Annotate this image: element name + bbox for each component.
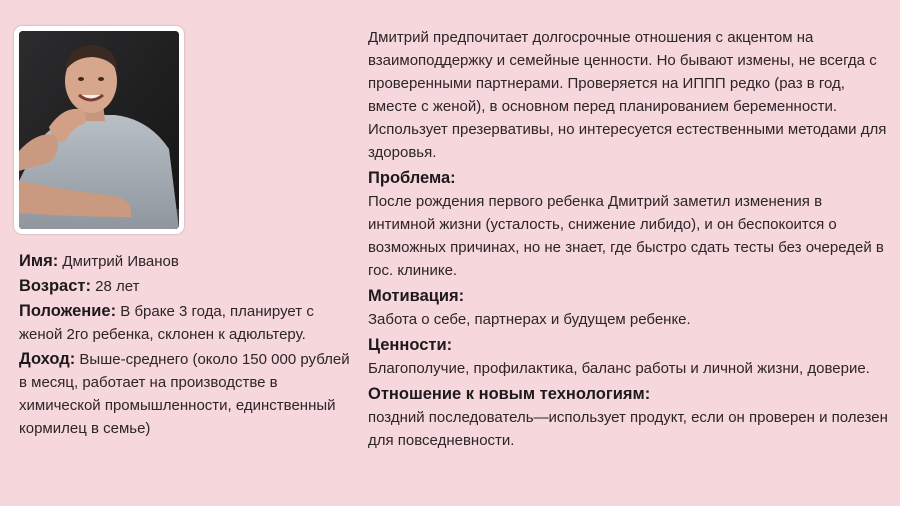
values-text: Благополучие, профилактика, баланс работы и личной жизни, доверие.	[368, 360, 870, 377]
person-photo-icon	[19, 31, 179, 229]
profile-photo-frame	[14, 26, 184, 234]
name-label: Имя:	[19, 252, 59, 270]
income-value: Выше-среднего (около 150 000 рублей в месяц, работает на производстве в химической промышленности, единственный кормилец в семье)	[19, 351, 350, 437]
status-label: Положение:	[19, 302, 117, 320]
income-row	[19, 348, 359, 440]
age-value: 28 лет	[95, 278, 140, 295]
persona-details	[368, 26, 888, 452]
tech-text: поздний последователь—использует продукт, если он проверен и полезен для повседневности.	[368, 409, 888, 449]
problem-text: После рождения первого ребенка Дмитрий заметил изменения в интимной жизни (усталость, снижение либидо), и он беспокоится о возможных причинах, но не знает, где быстро сдать тесты без очередей в гос. клинике.	[368, 193, 884, 279]
motivation-text: Забота о себе, партнерах и будущем ребенке.	[368, 311, 691, 328]
intro-paragraph: Дмитрий предпочитает долгосрочные отношения с акцентом на взаимоподдержку и семейные ценности. Но бывают измены, не всегда с проверенными партнерами. Проверяется на ИППП редко (раз в год, вместе с женой), в основном перед планированием беременности. Использует презервативы, но интересуется естественными методами для здоровья.	[368, 29, 887, 161]
income-label: Доход:	[19, 350, 76, 368]
values-heading: Ценности:	[368, 336, 453, 354]
age-label: Возраст:	[19, 277, 91, 295]
status-row	[19, 300, 359, 346]
tech-heading: Отношение к новым технологиям:	[368, 385, 651, 403]
name-value: Дмитрий Иванов	[62, 253, 179, 270]
profile-photo	[19, 31, 179, 229]
status-value: В браке 3 года, планирует с женой 2го ребенка, склонен к адюльтеру.	[19, 303, 314, 343]
motivation-heading: Мотивация:	[368, 287, 465, 305]
age-row	[19, 275, 359, 298]
name-row	[19, 250, 359, 273]
persona-summary	[19, 250, 359, 442]
problem-heading: Проблема:	[368, 169, 456, 187]
